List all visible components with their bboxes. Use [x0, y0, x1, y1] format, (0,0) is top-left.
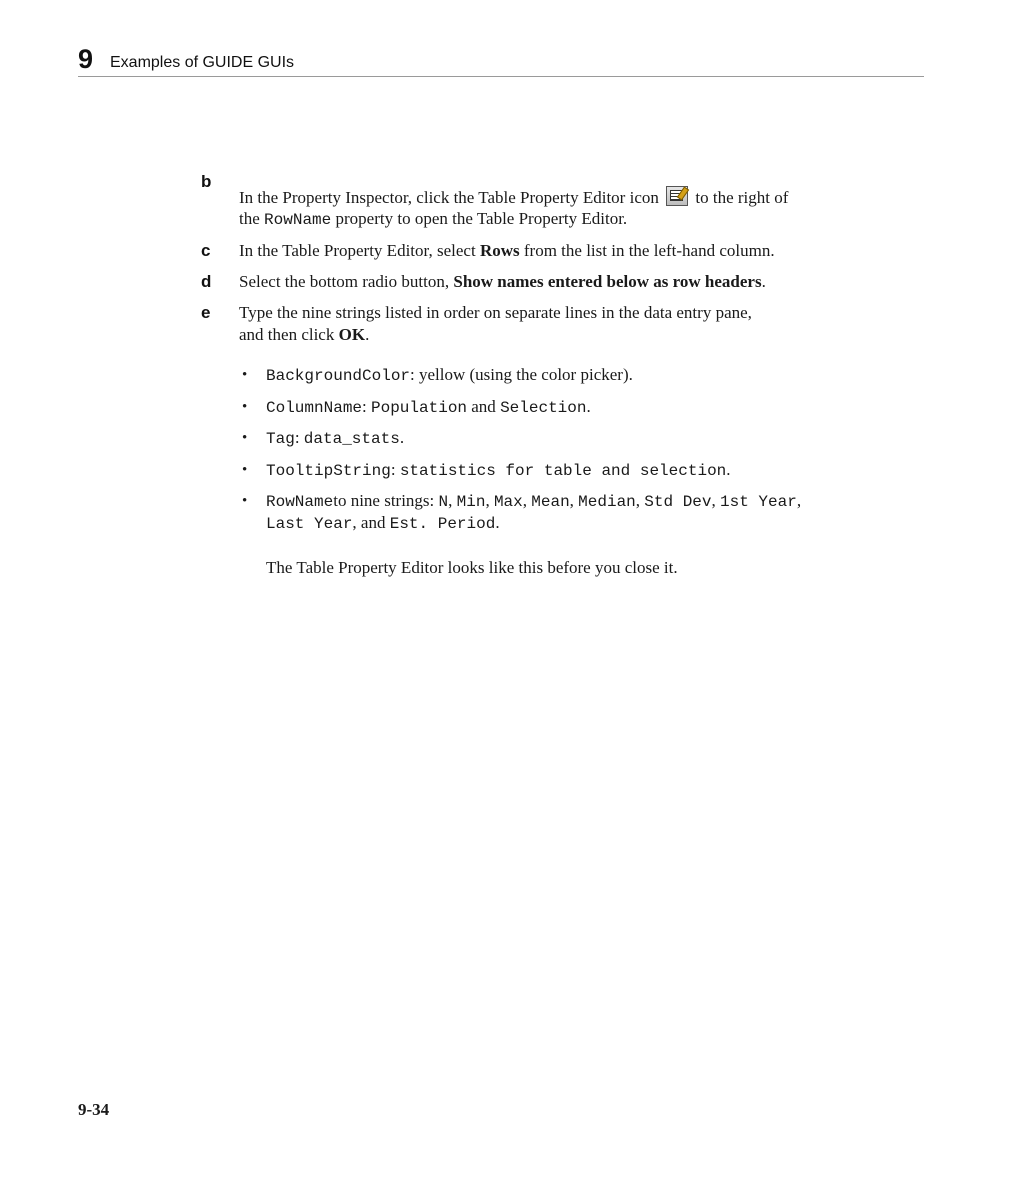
bullet-1-text: : yellow (using the color picker). — [410, 365, 633, 384]
bullet-item-1 — [266, 364, 926, 387]
page-header — [78, 44, 924, 77]
code-rowname-bullet: RowName — [266, 493, 334, 511]
comma: , — [522, 491, 532, 510]
step-c-post: from the list in the left-hand column. — [519, 241, 775, 260]
step-b-text — [239, 186, 929, 230]
table-property-editor-icon — [666, 186, 688, 206]
chapter-number: 9 — [78, 44, 94, 74]
bullet-symbol: • — [242, 399, 248, 415]
period: . — [586, 397, 591, 416]
code-min: Min — [456, 493, 486, 511]
code-tooltip-value: statistics for table and selection — [399, 462, 727, 480]
step-b-line1-pre: In the Property Inspector, click the Table Property Editor icon — [239, 188, 659, 207]
code-est-period: Est. Period — [389, 515, 496, 533]
step-d-pre: Select the bottom radio button, — [239, 272, 454, 291]
code-mean: Mean — [531, 493, 570, 511]
step-e-line2-pre: and then click — [239, 325, 339, 344]
step-c-pre: In the Table Property Editor, select — [239, 241, 480, 260]
conjunction: and — [467, 397, 501, 416]
chapter-title: Examples of GUIDE GUIs — [110, 54, 295, 71]
comma: , — [569, 491, 579, 510]
comma: , — [635, 491, 645, 510]
bullet-symbol: • — [242, 462, 248, 478]
code-tooltipstring: TooltipString — [266, 462, 391, 480]
code-backgroundcolor: BackgroundColor — [266, 367, 411, 385]
code-std-dev: Std Dev — [644, 493, 712, 511]
comma: , — [796, 491, 802, 510]
step-letter-c: c — [201, 241, 211, 260]
period: . — [495, 513, 500, 532]
step-c-text — [239, 240, 929, 262]
bullet-symbol: • — [242, 430, 248, 446]
code-tag: Tag — [266, 430, 295, 448]
separator: : — [294, 428, 304, 447]
bullet-symbol: • — [242, 493, 248, 509]
page-number: 9-34 — [78, 1100, 110, 1119]
comma: , — [448, 491, 457, 510]
code-n: N — [438, 493, 449, 511]
period: . — [726, 460, 731, 479]
code-columnname: ColumnName — [266, 399, 363, 417]
code-population: Population — [371, 399, 468, 417]
step-e-line1: Type the nine strings listed in order on separate lines in the data entry pane, — [239, 303, 752, 322]
step-b-line2-post: property to open the Table Property Editor. — [331, 209, 628, 228]
code-median: Median — [578, 493, 636, 511]
code-rowname: RowName — [264, 211, 332, 229]
code-1st-year: 1st Year — [720, 493, 797, 511]
bullet-item-2 — [266, 396, 926, 419]
step-d-text — [239, 271, 929, 293]
bullet-symbol: • — [242, 367, 248, 383]
period: . — [399, 428, 405, 447]
step-c-bold: Rows — [479, 241, 520, 260]
code-selection: Selection — [500, 399, 587, 417]
step-letter-d: d — [201, 272, 212, 291]
comma: , — [485, 491, 494, 510]
step-d-post: . — [761, 272, 766, 291]
conjunction: , and — [352, 513, 390, 532]
bullet-item-4 — [266, 459, 926, 482]
comma: , — [711, 491, 720, 510]
step-e-text — [239, 302, 929, 346]
separator: : — [390, 460, 400, 479]
step-e-bold: OK — [338, 325, 366, 344]
step-b-line1-post: to the right of — [695, 188, 789, 207]
step-d-bold: Show names entered below as row headers — [453, 272, 762, 291]
step-b-line2-pre: the — [239, 209, 265, 228]
code-data-stats: data_stats — [303, 430, 400, 448]
bullet-item-5 — [266, 490, 926, 534]
bullet-5-text: to nine strings: — [333, 491, 439, 510]
code-max: Max — [493, 493, 523, 511]
step-letter-e: e — [201, 303, 211, 322]
step-e-line2-post: . — [365, 325, 370, 344]
separator: : — [362, 397, 371, 416]
step-letter-b: b — [201, 172, 212, 191]
code-last-year: Last Year — [266, 515, 353, 533]
bullet-item-3 — [266, 427, 926, 450]
closing-sentence: The Table Property Editor looks like this before you close it. — [266, 558, 678, 577]
